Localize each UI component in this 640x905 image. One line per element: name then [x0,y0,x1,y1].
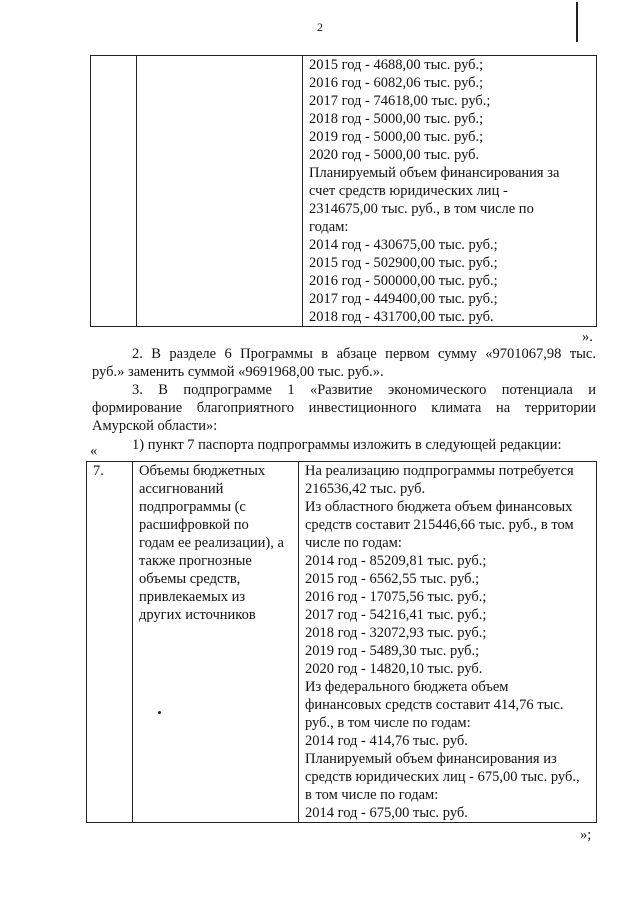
passport-item-table [86,461,597,823]
item-2-line-1: 2. В разделе 6 Программы в абзаце первом сумму «9701067,98 тыс. [132,346,596,362]
item-3-line-1: 3. В подпрограмме 1 «Развитие экономического потенциала и [132,382,596,398]
value-line: 2020 год - 5000,00 тыс. руб. [309,147,480,163]
item-number-cell [87,462,133,823]
label-line: ассигнований [139,481,224,497]
value-line: 2018 год - 32072,93 тыс. руб.; [305,625,487,641]
label-line: объемы средств, [139,571,241,587]
close-quote-semicolon: »; [580,827,592,843]
value-line: 2015 год - 6562,55 тыс. руб.; [305,571,480,587]
value-line: финансовых средств составит 414,76 тыс. [305,697,564,713]
item-3-line-2: формирование благоприятного инвестиционного климата на территории [92,400,596,416]
sub-item-1-line: 1) пункт 7 паспорта подпрограммы изложить в следующей редакции: [132,437,562,453]
item-value-cell [299,462,597,823]
label-line: годам ее реализации), а [139,535,284,551]
continued-table-label-cell [137,56,303,327]
label-line: подпрограммы (с [139,499,246,515]
value-line: Планируемый объем финансирования из [305,751,557,767]
value-line: 2018 год - 431700,00 тыс. руб. [309,309,494,325]
value-line: Из федерального бюджета объем [305,679,509,695]
close-quote: ». [582,329,593,345]
page-number: 2 [317,20,323,34]
label-line: других источников [139,607,256,623]
value-line: 2016 год - 17075,56 тыс. руб.; [305,589,487,605]
value-line: 2014 год - 675,00 тыс. руб. [305,805,468,821]
value-line: 216536,42 тыс. руб. [305,481,426,497]
value-line: числе по годам: [305,535,402,551]
value-line: руб., в том числе по годам: [305,715,471,731]
value-line: Из областного бюджета объем финансовых [305,499,573,515]
value-line: 2015 год - 4688,00 тыс. руб.; [309,57,484,73]
value-line: средств составит 215446,66 тыс. руб., в том [305,517,574,533]
value-line: 2020 год - 14820,10 тыс. руб. [305,661,483,677]
binder-mark [576,2,578,42]
value-line: 2016 год - 500000,00 тыс. руб.; [309,273,498,289]
value-line: 2019 год - 5489,30 тыс. руб.; [305,643,480,659]
value-line: 2014 год - 430675,00 тыс. руб.; [309,237,498,253]
label-line: Объемы бюджетных [139,463,266,479]
value-line: 2017 год - 54216,41 тыс. руб.; [305,607,487,623]
stray-mark [158,711,161,714]
label-line: также прогнозные [139,553,252,569]
value-line: счет средств юридических лиц - [309,183,508,199]
value-line: 2014 год - 414,76 тыс. руб. [305,733,468,749]
value-line: 2015 год - 502900,00 тыс. руб.; [309,255,498,271]
value-line: 2017 год - 449400,00 тыс. руб.; [309,291,498,307]
continued-table [90,55,597,327]
value-line: 2014 год - 85209,81 тыс. руб.; [305,553,487,569]
continued-table-number-cell [91,56,137,327]
value-line: 2019 год - 5000,00 тыс. руб.; [309,129,484,145]
item-2-line-2: руб.» заменить суммой «9691968,00 тыс. руб.». [92,364,384,380]
value-line: Планируемый объем финансирования за [309,165,560,181]
item-3-line-3: Амурской области»: [92,418,218,434]
label-line: расшифровкой по [139,517,249,533]
value-line: средств юридических лиц - 675,00 тыс. руб., [305,769,580,785]
value-line: годам: [309,219,349,235]
continued-table-value-cell [303,56,597,327]
value-line: 2016 год - 6082,06 тыс. руб.; [309,75,484,91]
value-line: На реализацию подпрограммы потребуется [305,463,574,479]
value-line: 2018 год - 5000,00 тыс. руб.; [309,111,484,127]
item-label-cell [133,462,299,823]
item-number: 7. [93,463,104,479]
open-quote: « [90,443,98,459]
value-line: в том числе по годам: [305,787,439,803]
label-line: привлекаемых из [139,589,246,605]
value-line: 2314675,00 тыс. руб., в том числе по [309,201,534,217]
value-line: 2017 год - 74618,00 тыс. руб.; [309,93,491,109]
